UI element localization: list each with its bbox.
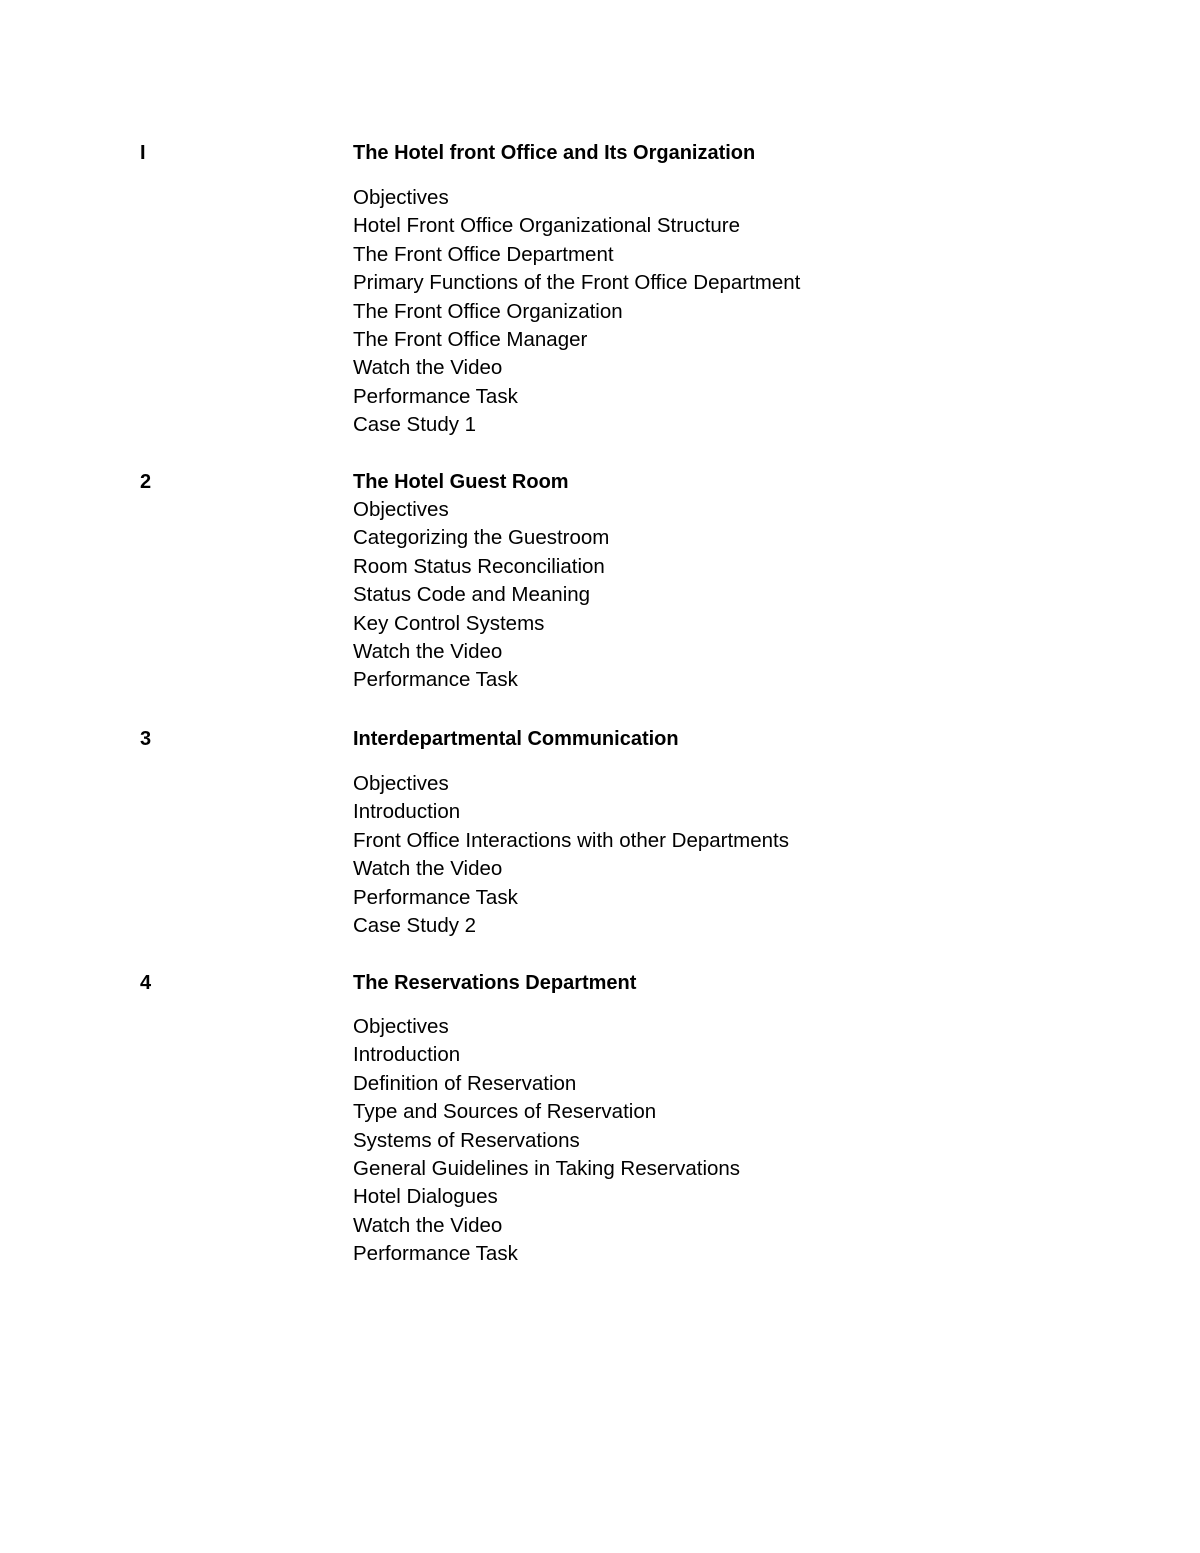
topic-list xyxy=(353,1013,740,1269)
topic-item: Performance Task xyxy=(353,885,518,909)
topic-item: Key Control Systems xyxy=(353,611,545,635)
topic-item: Watch the Video xyxy=(353,639,503,663)
topic-item: Performance Task xyxy=(353,384,518,408)
unit-number: 4 xyxy=(140,972,152,994)
unit-title: Interdepartmental Communication xyxy=(353,728,679,750)
topic-list xyxy=(353,770,789,940)
topic-item: Objectives xyxy=(353,186,449,209)
topic-item: Definition of Reservation xyxy=(353,1071,577,1095)
topic-item: Systems of Reservations xyxy=(353,1128,580,1152)
unit-title: The Reservations Department xyxy=(353,972,637,994)
topic-item: Hotel Front Office Organizational Structure xyxy=(353,214,741,238)
topic-item: Watch the Video xyxy=(353,356,503,380)
topic-item: Front Office Interactions with other Departments xyxy=(353,828,790,852)
unit-number: 2 xyxy=(140,471,152,493)
unit-title: The Hotel front Office and Its Organization xyxy=(353,142,756,164)
topic-item: Status Code and Meaning xyxy=(353,583,591,607)
unit-number: 3 xyxy=(140,728,152,750)
topic-item: Watch the Video xyxy=(353,1213,503,1237)
topic-list xyxy=(353,184,800,440)
topic-item: Objectives xyxy=(353,1015,449,1038)
topic-item: The Front Office Manager xyxy=(353,327,588,351)
topic-item: Objectives xyxy=(353,498,449,521)
topic-item: Case Study 2 xyxy=(353,913,477,937)
topic-item: Hotel Dialogues xyxy=(353,1185,498,1209)
unit-number: I xyxy=(140,142,146,164)
topic-item: Objectives xyxy=(353,772,449,795)
topic-item: Watch the Video xyxy=(353,857,503,881)
topic-item: General Guidelines in Taking Reservations xyxy=(353,1156,741,1180)
topic-item: Performance Task xyxy=(353,668,518,692)
topic-item: Case Study 1 xyxy=(353,413,477,437)
unit-title: The Hotel Guest Room xyxy=(353,471,569,493)
topic-item: Type and Sources of Reservation xyxy=(353,1100,657,1124)
topic-item: Room Status Reconciliation xyxy=(353,554,605,578)
topic-item: The Front Office Department xyxy=(353,242,614,266)
topic-item: Primary Functions of the Front Office Department xyxy=(353,271,801,295)
topic-item: Introduction xyxy=(353,800,461,824)
topic-item: Categorizing the Guestroom xyxy=(353,526,610,550)
topic-item: The Front Office Organization xyxy=(353,299,623,323)
topic-item: Introduction xyxy=(353,1043,461,1067)
topic-item: Performance Task xyxy=(353,1242,518,1266)
topic-list xyxy=(353,496,609,695)
